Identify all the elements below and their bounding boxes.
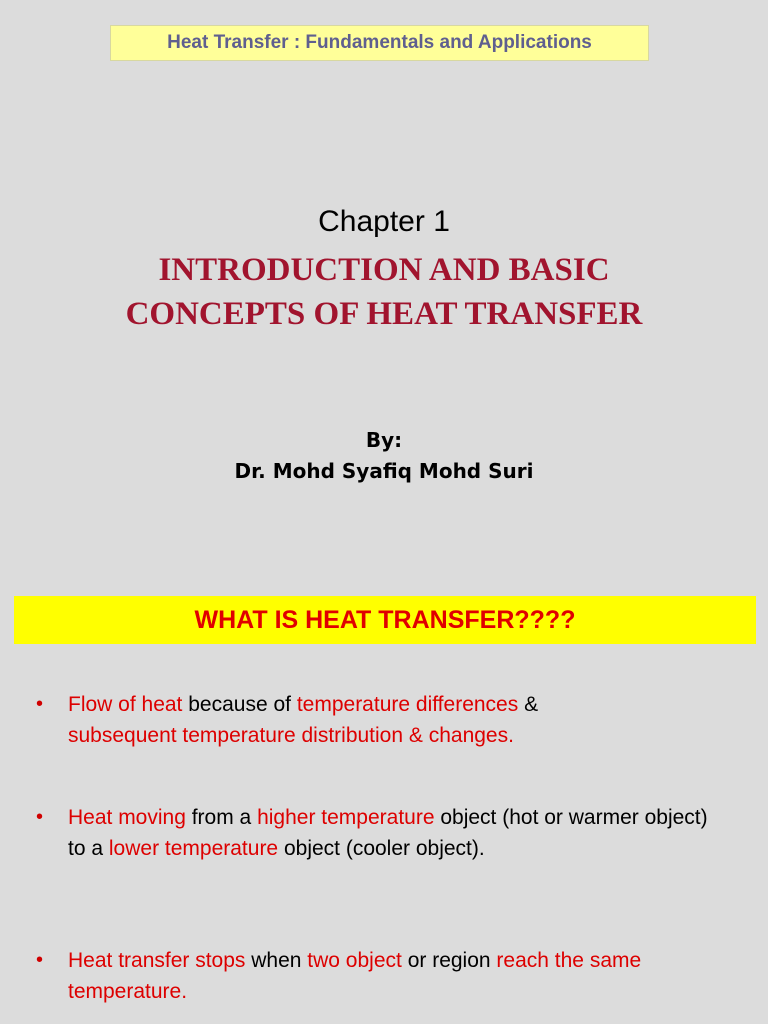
bullet-item	[36, 802, 716, 864]
section-heading: WHAT IS HEAT TRANSFER????	[194, 605, 576, 634]
plain-text: object (hot or warmer object) to a	[68, 806, 708, 860]
author-name: Dr. Mohd Syafiq Mohd Suri	[234, 459, 534, 483]
bullet-icon: •	[36, 806, 44, 828]
chapter-title-line-1: INTRODUCTION AND BASIC	[158, 252, 610, 288]
chapter-title-line-2: CONCEPTS OF HEAT TRANSFER	[125, 296, 643, 332]
by-label: By:	[365, 428, 403, 452]
course-title-banner	[110, 25, 649, 61]
bullet-icon: •	[36, 693, 44, 715]
section-heading-banner	[14, 596, 756, 644]
bullet-icon: •	[36, 949, 44, 971]
highlight-text: temperature differences	[296, 693, 519, 716]
highlight-text: Heat transfer stops	[68, 949, 246, 972]
plain-text: .	[181, 980, 188, 1003]
highlight-text: two object	[307, 949, 402, 972]
plain-text: or region	[401, 949, 497, 972]
bullet-item	[36, 689, 716, 751]
highlight-text: reach the same temperature	[68, 949, 642, 1003]
plain-text: when	[245, 949, 308, 972]
plain-text: &	[518, 693, 539, 716]
highlight-text: subsequent temperature distribution & changes	[68, 724, 509, 747]
bullet-text	[68, 689, 716, 751]
highlight-text: lower temperature	[108, 837, 279, 860]
course-title: Heat Transfer : Fundamentals and Applications	[167, 32, 592, 53]
chapter-label: Chapter 1	[318, 205, 450, 238]
highlight-text: higher temperature	[257, 806, 435, 829]
bullet-text	[68, 802, 716, 864]
highlight-text: Flow of heat	[68, 693, 183, 716]
plain-text: .	[508, 724, 514, 747]
plain-text: from a	[185, 806, 258, 829]
plain-text: object (cooler object).	[278, 837, 485, 860]
bullet-item	[36, 945, 716, 1007]
plain-text: because of	[182, 693, 297, 716]
chapter-title	[0, 248, 768, 336]
bullet-text	[68, 945, 716, 1007]
highlight-text: Heat moving	[68, 806, 186, 829]
